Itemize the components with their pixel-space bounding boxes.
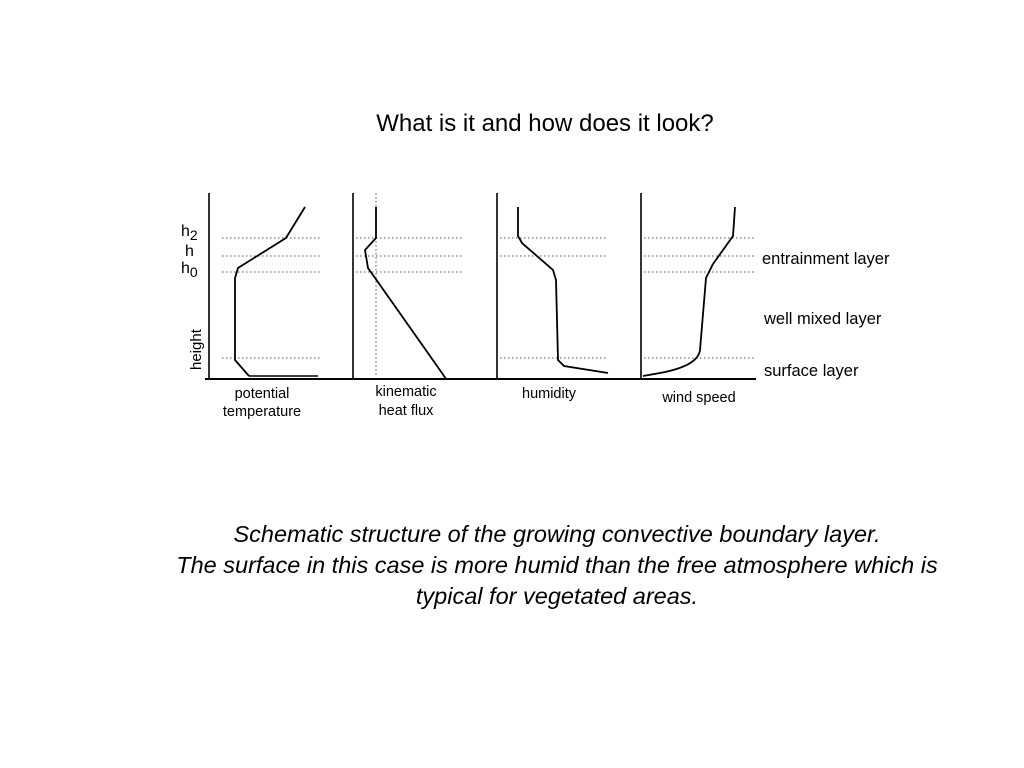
panel-label: wind speed — [662, 390, 736, 406]
panel-label: potential — [234, 386, 290, 402]
profile-line — [518, 207, 608, 373]
profile-line — [365, 207, 446, 379]
layer-label-well-mixed: well mixed layer — [764, 310, 882, 328]
profile-line — [235, 207, 305, 376]
panel-label: kinematic — [375, 384, 437, 400]
height-label-h2: h2 — [181, 223, 198, 243]
panel-potential-temperature — [209, 193, 320, 420]
figure-caption — [130, 519, 984, 612]
panel-label: temperature — [222, 404, 302, 420]
caption-line: The surface in this case is more humid than the free atmosphere which is — [176, 552, 938, 578]
caption-line: typical for vegetated areas. — [415, 583, 699, 609]
panel-wind-speed — [641, 193, 754, 406]
height-axis-label: height — [188, 329, 205, 370]
panel-humidity — [497, 193, 608, 402]
slide-title: What is it and how does it look? — [376, 110, 714, 137]
panel-label: humidity — [522, 386, 576, 402]
caption-line: Schematic structure of the growing convective boundary layer. — [233, 521, 881, 547]
panel-kinematic-heat-flux — [353, 193, 463, 419]
layer-label-entrainment: entrainment layer — [762, 250, 890, 268]
height-label-h0: h0 — [181, 260, 198, 280]
panel-label: heat flux — [378, 403, 434, 419]
profile-line — [643, 207, 735, 376]
layer-label-surface: surface layer — [764, 362, 859, 380]
height-label-h: h — [185, 243, 194, 260]
